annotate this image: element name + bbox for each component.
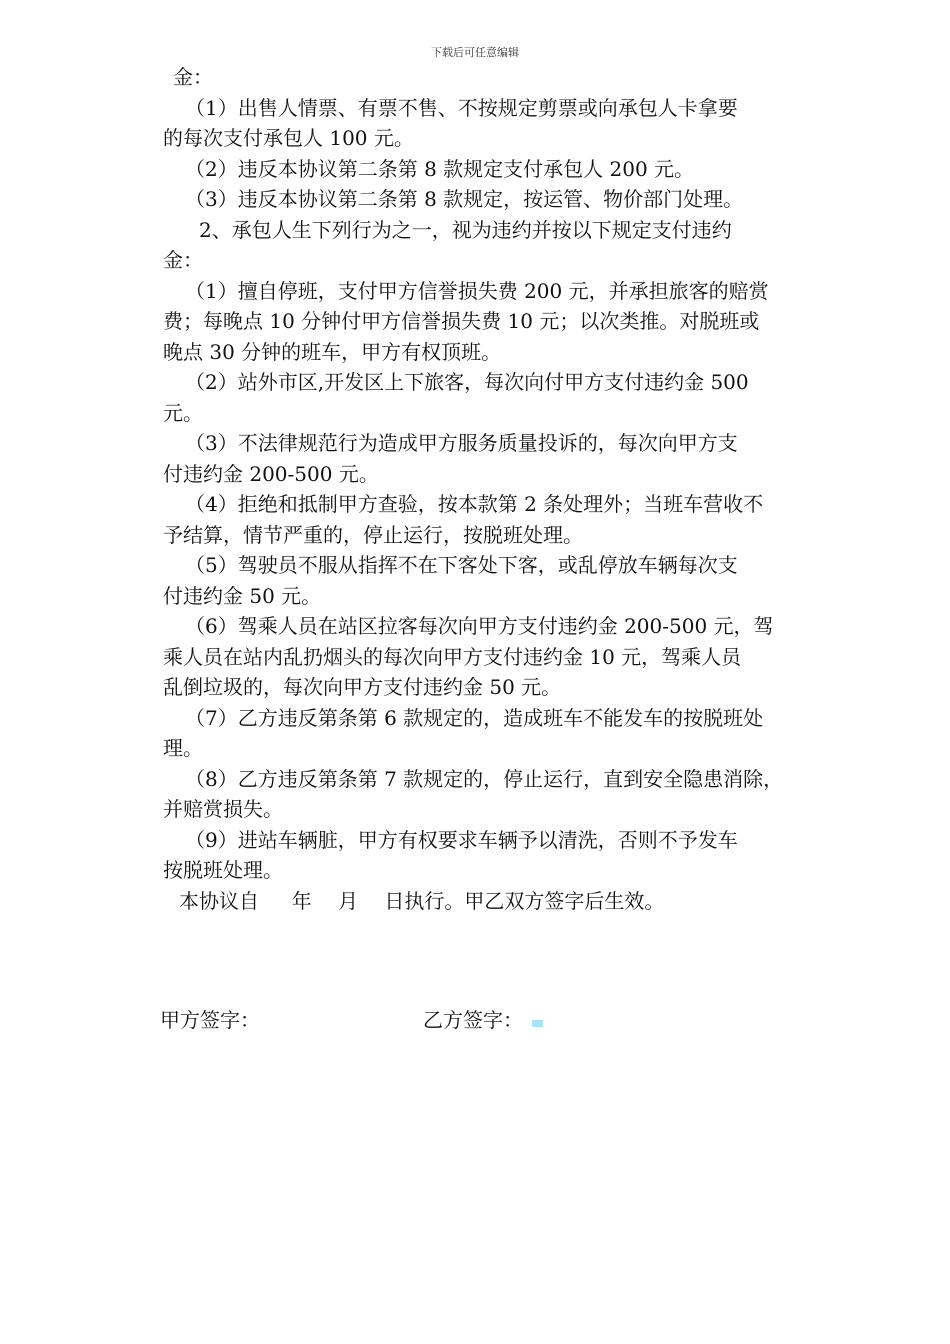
body-line: 晚点 30 分钟的班车，甲方有权顶班。 (163, 339, 502, 364)
body-line: 乘人员在站内乱扔烟头的每次向甲方支付违约金 10 元，驾乘人员 (163, 644, 742, 669)
body-line: （1）出售人情票、有票不售、不按规定剪票或向承包人卡拿要 (185, 95, 738, 120)
body-line: （7）乙方违反第条第 6 款规定的，造成班车不能发车的按脱班处 (185, 705, 764, 730)
page-header: 下载后可任意编辑 (431, 46, 519, 59)
body-line: 按脱班处理。 (163, 858, 283, 882)
body-line: （1）擅自停班，支付甲方信誉损失费 200 元，并承担旅客的赔赏 (185, 278, 769, 303)
body-line: （2）站外市区,开发区上下旅客，每次向付甲方支付违约金 500 (185, 370, 749, 394)
body-line: 元。 (163, 400, 203, 425)
body-line: 并赔赏损失。 (163, 797, 283, 821)
party-b-signature-label: 乙方签字： (423, 1008, 523, 1032)
body-line: （8）乙方违反第条第 7 款规定的，停止运行，直到安全隐患消除， (185, 766, 784, 791)
body-line: 理。 (163, 736, 203, 760)
body-line: 金： (163, 248, 203, 272)
body-line: （9）进站车辆脏，甲方有权要求车辆予以清洗，否则不予发车 (185, 827, 738, 852)
body-line: （2）违反本协议第二条第 8 款规定支付承包人 200 元。 (185, 156, 695, 181)
body-line: 本协议自 年 月 日执行。甲乙双方签字后生效。 (179, 888, 665, 913)
body-line: 费；每晚点 10 分钟付甲方信誉损失费 10 元；以次类推。对脱班或 (163, 309, 760, 333)
signature-section (160, 1004, 760, 1036)
body-line: 2、承包人生下列行为之一，视为违约并按以下规定支付违约 (199, 217, 732, 242)
body-line: 付违约金 50 元。 (163, 583, 322, 608)
body-line: 乱倒垃圾的，每次向甲方支付违约金 50 元。 (163, 675, 562, 699)
document-body (163, 62, 829, 916)
body-line: 金： (173, 65, 213, 89)
body-line: 付违约金 200-500 元。 (163, 461, 379, 486)
body-line: （4）拒绝和抵制甲方查验，按本款第 2 条处理外；当班车营收不 (185, 492, 764, 516)
signature-mark (532, 1020, 543, 1027)
body-line: 予结算，情节严重的，停止运行，按脱班处理。 (163, 522, 583, 547)
body-line: 的每次支付承包人 100 元。 (163, 126, 414, 150)
body-line: （3）不法律规范行为造成甲方服务质量投诉的，每次向甲方支 (185, 431, 738, 455)
body-line: （6）驾乘人员在站区拉客每次向甲方支付违约金 200-500 元，驾 (185, 614, 774, 638)
party-a-signature-label: 甲方签字： (160, 1008, 260, 1032)
body-line: （3）违反本协议第二条第 8 款规定，按运管、物价部门处理。 (185, 187, 744, 211)
body-line: （5）驾驶员不服从指挥不在下客处下客，或乱停放车辆每次支 (185, 553, 738, 577)
